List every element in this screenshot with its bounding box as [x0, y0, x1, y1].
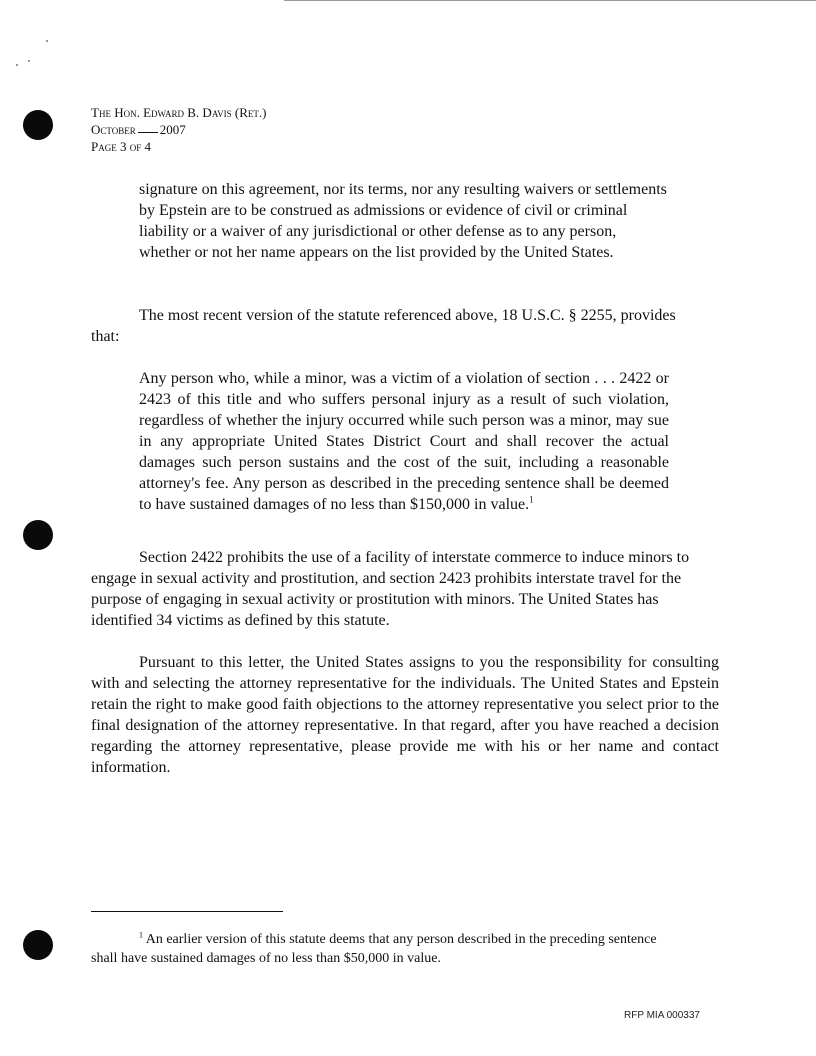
footnote	[91, 930, 679, 968]
punch-hole-top	[23, 110, 53, 140]
attorney-representative-paragraph: Pursuant to this letter, the United States assigns to you the responsibility for consulting with and selecting the attorney representative for the individuals. The United States and Epstein retain the right to make good faith objections to the attorney representative you select prior to the final designation of the attorney representative. In that regard, after you have reached a decision regarding the attorney representative, please provide me with his or her name and contact information.	[91, 654, 719, 776]
footnote-text: An earlier version of this statute deems that any person described in the preceding sentence shall have sustained damages of no less than $50,000 in value.	[91, 932, 657, 966]
top-scan-edge-line	[284, 0, 816, 1]
statute-quote-text: Any person who, while a minor, was a victim of a violation of section . . . 2422 or 2423 of this title and who suffers personal injury as a result of such violation, regardless of whether the injury occurred while such person was a minor, may sue in any appropriate United States District Court and shall recover the actual damages such person sustains and the cost of the suit, including a reasonable attorney's fee. Any person as described in the preceding sentence shall be deemed to have sustained damages of no less than $150,000 in value.	[139, 370, 669, 513]
page-number-line: Page 3 of 4	[91, 139, 151, 154]
statute-intro-paragraph: The most recent version of the statute referenced above, 18 U.S.C. § 2255, provides that:	[91, 307, 676, 345]
footnote-reference: 1	[529, 494, 534, 505]
bates-number: RFP MIA 000337	[624, 1010, 700, 1021]
continued-paragraph: signature on this agreement, nor its terms, nor any resulting waivers or settlements by Epstein are to be construed as admissions or evidence of civil or criminal liability or a waiver of any jurisdictional or other defense as to any person, whether or not her name appears on the list provided by the United States.	[139, 181, 667, 261]
statute-block-quote	[139, 368, 669, 515]
footnote-separator	[91, 911, 283, 912]
punch-hole-middle	[23, 520, 53, 550]
scan-speck	[16, 64, 18, 66]
scan-speck	[46, 40, 48, 42]
date-day-blank	[138, 132, 158, 133]
scan-speck	[28, 60, 30, 62]
letter-header	[91, 104, 267, 155]
date-line	[91, 121, 267, 138]
footnote-marker: 1	[139, 930, 143, 940]
statute-explanation-paragraph: Section 2422 prohibits the use of a facility of interstate commerce to induce minors to engage in sexual activity and prostitution, and section 2423 prohibits interstate travel for the purpose of engaging in sexual activity or prostitution with minors. The United States has identified 34 victims as defined by this statute.	[91, 549, 690, 629]
date-month: October	[91, 122, 136, 137]
punch-hole-bottom	[23, 930, 53, 960]
date-year: 2007	[159, 122, 186, 137]
recipient-line: The Hon. Edward B. Davis (Ret.)	[91, 105, 267, 120]
